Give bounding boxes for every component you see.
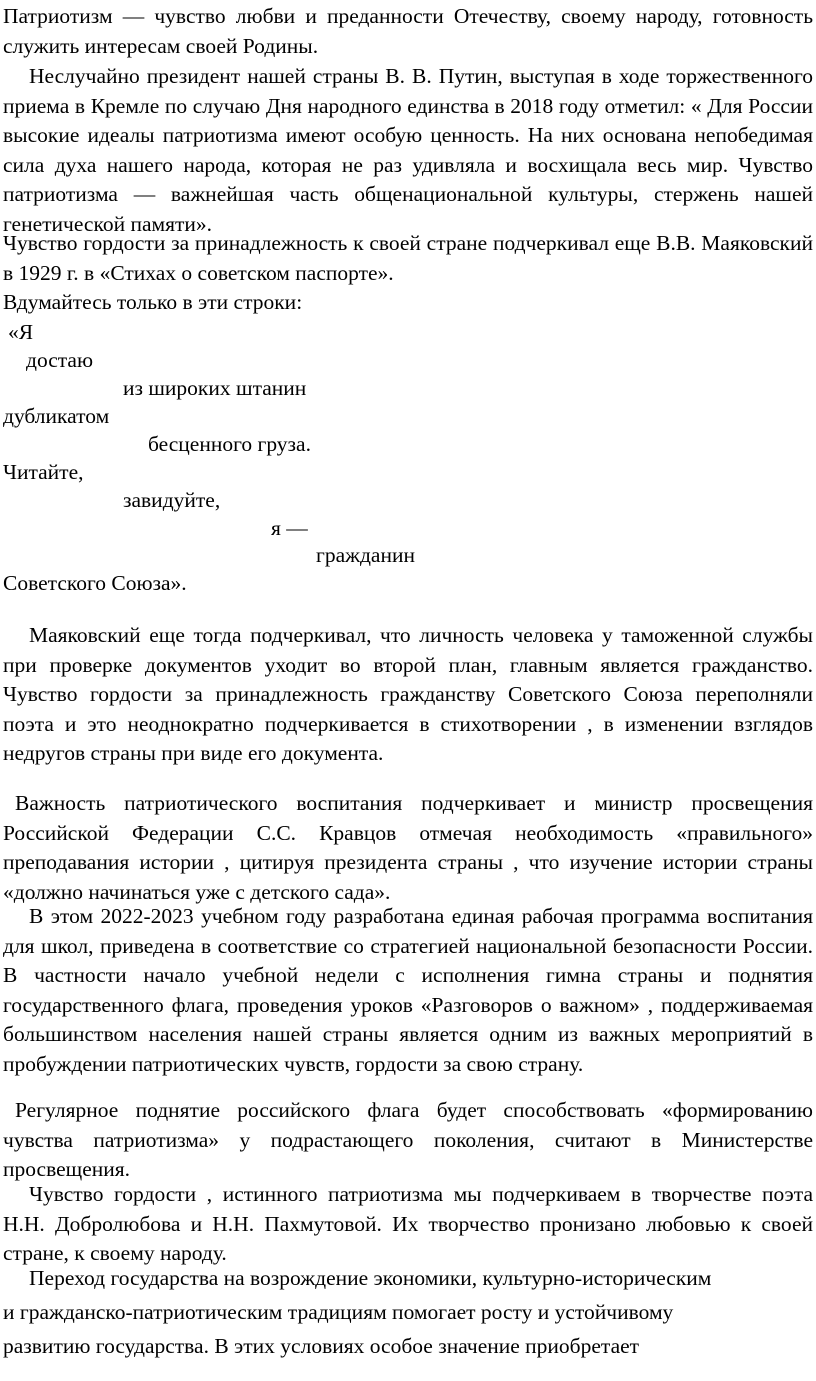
paragraph-mayakovsky-pride: Чувство гордости за принадлежность к своей стране подчеркивал еще В.В. Маяковский в 1929 г. в «Стихах о советском паспорте». [3,231,813,285]
closing-line: и гражданско-патриотическим традициям помогает росту и устойчивому [3,1300,674,1324]
paragraph-mayakovsky-citizenship: Маяковский еще тогда подчеркивал, что личность человека у таможенной службы при проверке документов уходит во второй план, главным является гражданство. Чувство гордости за принадлежность гражданству Советского Союза переполняли поэта и это неоднократно подчеркивается в стихотворении , в изменении взглядов недругов страны при виде его документа. [3,623,813,766]
poem-line: я — [271,516,308,540]
poem-line: Читайте, [3,460,84,484]
paragraph-kravtsov: Важность патриотического воспитания подчеркивает и министр просвещения Российской Федерации С.С. Кравцов отмечая необходимость «правильного» преподавания истории , цитируя президента страны , что изучение истории страны «должно начинаться уже с детского сада». [3,791,813,904]
paragraph-think-lines: Вдумайтесь только в эти строки: [3,290,303,314]
paragraph-education-program: В этом 2022-2023 учебном году разработана единая рабочая программа воспитания для школ, приведена в соответствие со стратегией национальной безопасности России. В частности начало учебной недели с исполнения гимна страны и поднятия государственного флага, проведения уроков «Разговоров о важном» , поддерживаемая большинством населения нашей страны является одним из важных мероприятий в пробуждении патриотических чувств, гордости за свою страну. [3,904,813,1076]
closing-line: развитию государства. В этих условиях особое значение приобретает [3,1334,640,1358]
poem-line: завидуйте, [123,488,221,512]
poem-line: достаю [26,348,94,372]
paragraph-putin-quote: Неслучайно президент нашей страны В. В. Путин, выступая в ходе торжественного приема в Кремле по случаю Дня народного единства в 2018 году отметил: « Для России высокие идеалы патриотизма имеют особую ценность. На них основана непобедимая сила духа нашего народа, которая не раз удивляла и восхищала весь мир. Чувство патриотизма — важнейшая часть общенациональной культуры, стержень нашей генетической памяти». [3,64,813,236]
poem-line: дубликатом [3,404,110,428]
paragraph-flag-raising: Регулярное поднятие российского флага будет способствовать «формированию чувства патриотизма» у подрастающего поколения, считают в Министерстве просвещения. [3,1098,813,1182]
poem-line: Советского Союза». [3,571,187,595]
poem-line: бесценного груза. [148,432,311,456]
poem-line: из широких штанин [123,376,307,400]
poem-line: «Я [8,320,34,344]
closing-line: Переход государства на возрождение экономики, культурно-историческим [29,1266,712,1290]
paragraph-patriotism-definition: Патриотизм — чувство любви и преданности Отечеству, своему народу, готовность служить интересам своей Родины. [3,4,813,58]
poem-line: гражданин [316,543,415,567]
paragraph-dobrolyubov-pakhmutova: Чувство гордости , истинного патриотизма мы подчеркиваем в творчестве поэта Н.Н. Добролюбова и Н.Н. Пахмутовой. Их творчество пронизано любовью к своей стране, к своему народу. [3,1182,813,1266]
